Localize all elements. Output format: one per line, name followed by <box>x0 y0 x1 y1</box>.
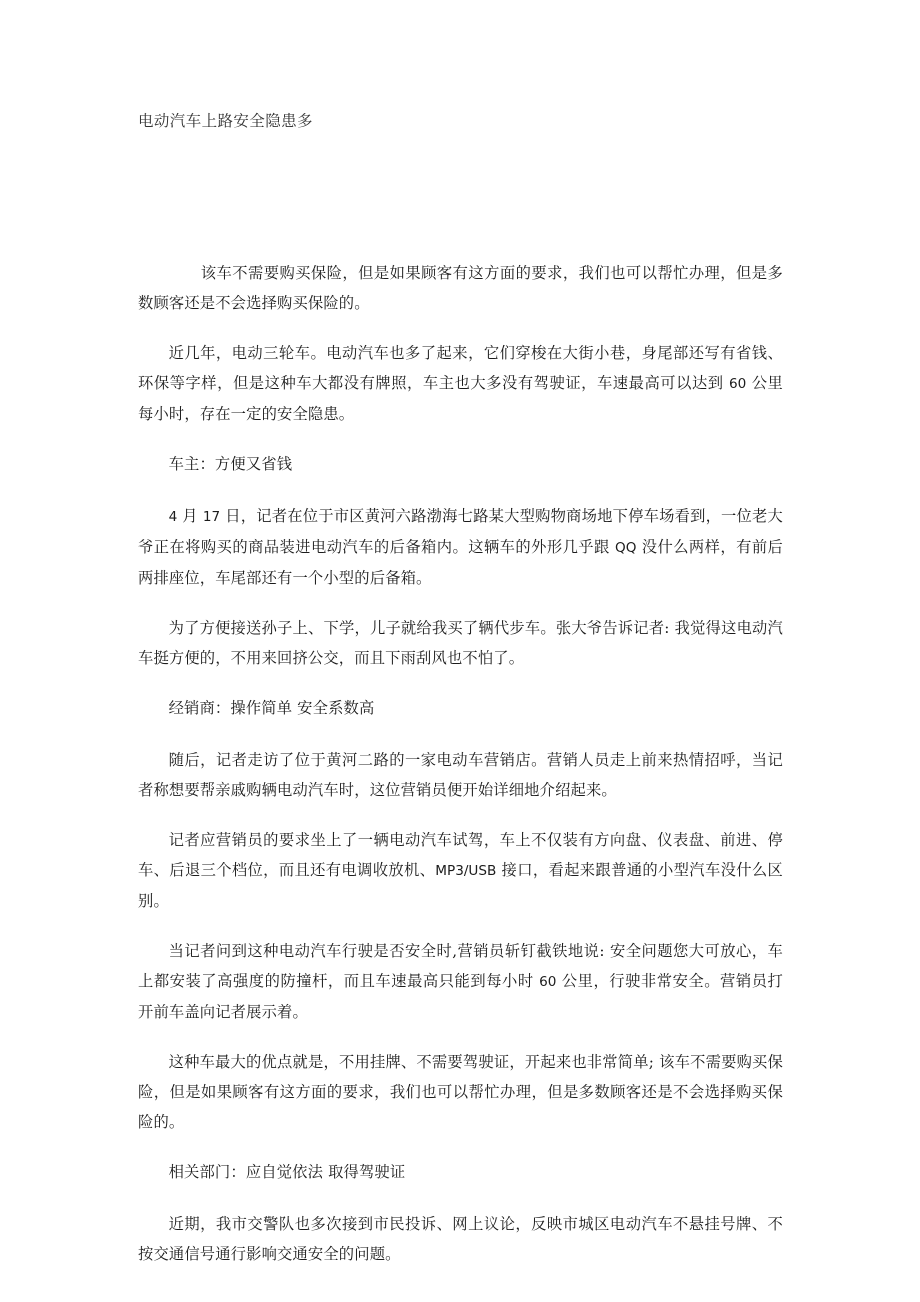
title-body-spacer <box>138 132 783 258</box>
body-paragraph: 近期，我市交警队也多次接到市民投诉、网上议论，反映市城区电动汽车不悬挂号牌、不按交通信号通行影响交通安全的问题。 <box>138 1215 783 1263</box>
latin-run: MP3/USB <box>435 863 497 879</box>
body-paragraph: 4 月 17 日，记者在位于市区黄河六路渤海七路某大型购物商场地下停车场看到，一位老大爷正在将购买的商品装进电动汽车的后备箱内。这辆车的外形几乎跟 QQ 没什么两样，有前后两排座位，车尾部还有一个小型的后备箱。 <box>138 507 783 587</box>
latin-run: 4 <box>168 509 178 525</box>
section-heading: 经销商：操作简单 安全系数高 <box>168 699 375 717</box>
section-heading: 车主：方便又省钱 <box>168 455 293 473</box>
body-paragraph: 近几年，电动三轮车。电动汽车也多了起来，它们穿梭在大街小巷，身尾部还写有省钱、环保等字样，但是这种车大都没有牌照，车主也大多没有驾驶证，车速最高可以达到 60 公里每小时，存在一定的安全隐患。 <box>138 344 783 423</box>
latin-run: QQ <box>615 540 637 556</box>
body-paragraph: 这种车最大的优点就是，不用挂牌、不需要驾驶证，开起来也非常简单; 该车不需要购买保险，但是如果顾客有这方面的要求，我们也可以帮忙办理，但是多数顾客还是不会选择购买保险的。 <box>138 1053 783 1131</box>
document-content <box>138 110 783 1289</box>
document-body <box>138 258 783 1269</box>
section-heading: 相关部门：应自觉依法 取得驾驶证 <box>168 1163 406 1181</box>
latin-run: 60 <box>539 974 557 990</box>
page-title: 电动汽车上路安全隐患多 <box>138 112 313 130</box>
body-paragraph: 该车不需要购买保险，但是如果顾客有这方面的要求，我们也可以帮忙办理，但是多数顾客还是不会选择购买保险的。 <box>138 264 783 312</box>
latin-run: 60 <box>729 376 747 392</box>
body-paragraph: 记者应营销员的要求坐上了一辆电动汽车试驾，车上不仅装有方向盘、仪表盘、前进、停车、后退三个档位，而且还有电调收放机、MP3/USB 接口，看起来跟普通的小型汽车没什么区别。 <box>138 831 783 910</box>
body-paragraph: 当记者问到这种电动汽车行驶是否安全时,营销员斩钉截铁地说: 安全问题您大可放心，车上都安装了高强度的防撞杆，而且车速最高只能到每小时 60 公里，行驶非常安全。营销员打开前车盖向记者展示着。 <box>138 942 783 1021</box>
body-paragraph: 随后，记者走访了位于黄河二路的一家电动车营销店。营销人员走上前来热情招呼，当记者称想要帮亲戚购辆电动汽车时，这位营销员便开始详细地介绍起来。 <box>138 751 783 799</box>
body-paragraph: 为了方便接送孙子上、下学，儿子就给我买了辆代步车。张大爷告诉记者: 我觉得这电动汽车挺方便的，不用来回挤公交，而且下雨刮风也不怕了。 <box>138 619 783 667</box>
latin-run: 17 <box>202 509 221 525</box>
